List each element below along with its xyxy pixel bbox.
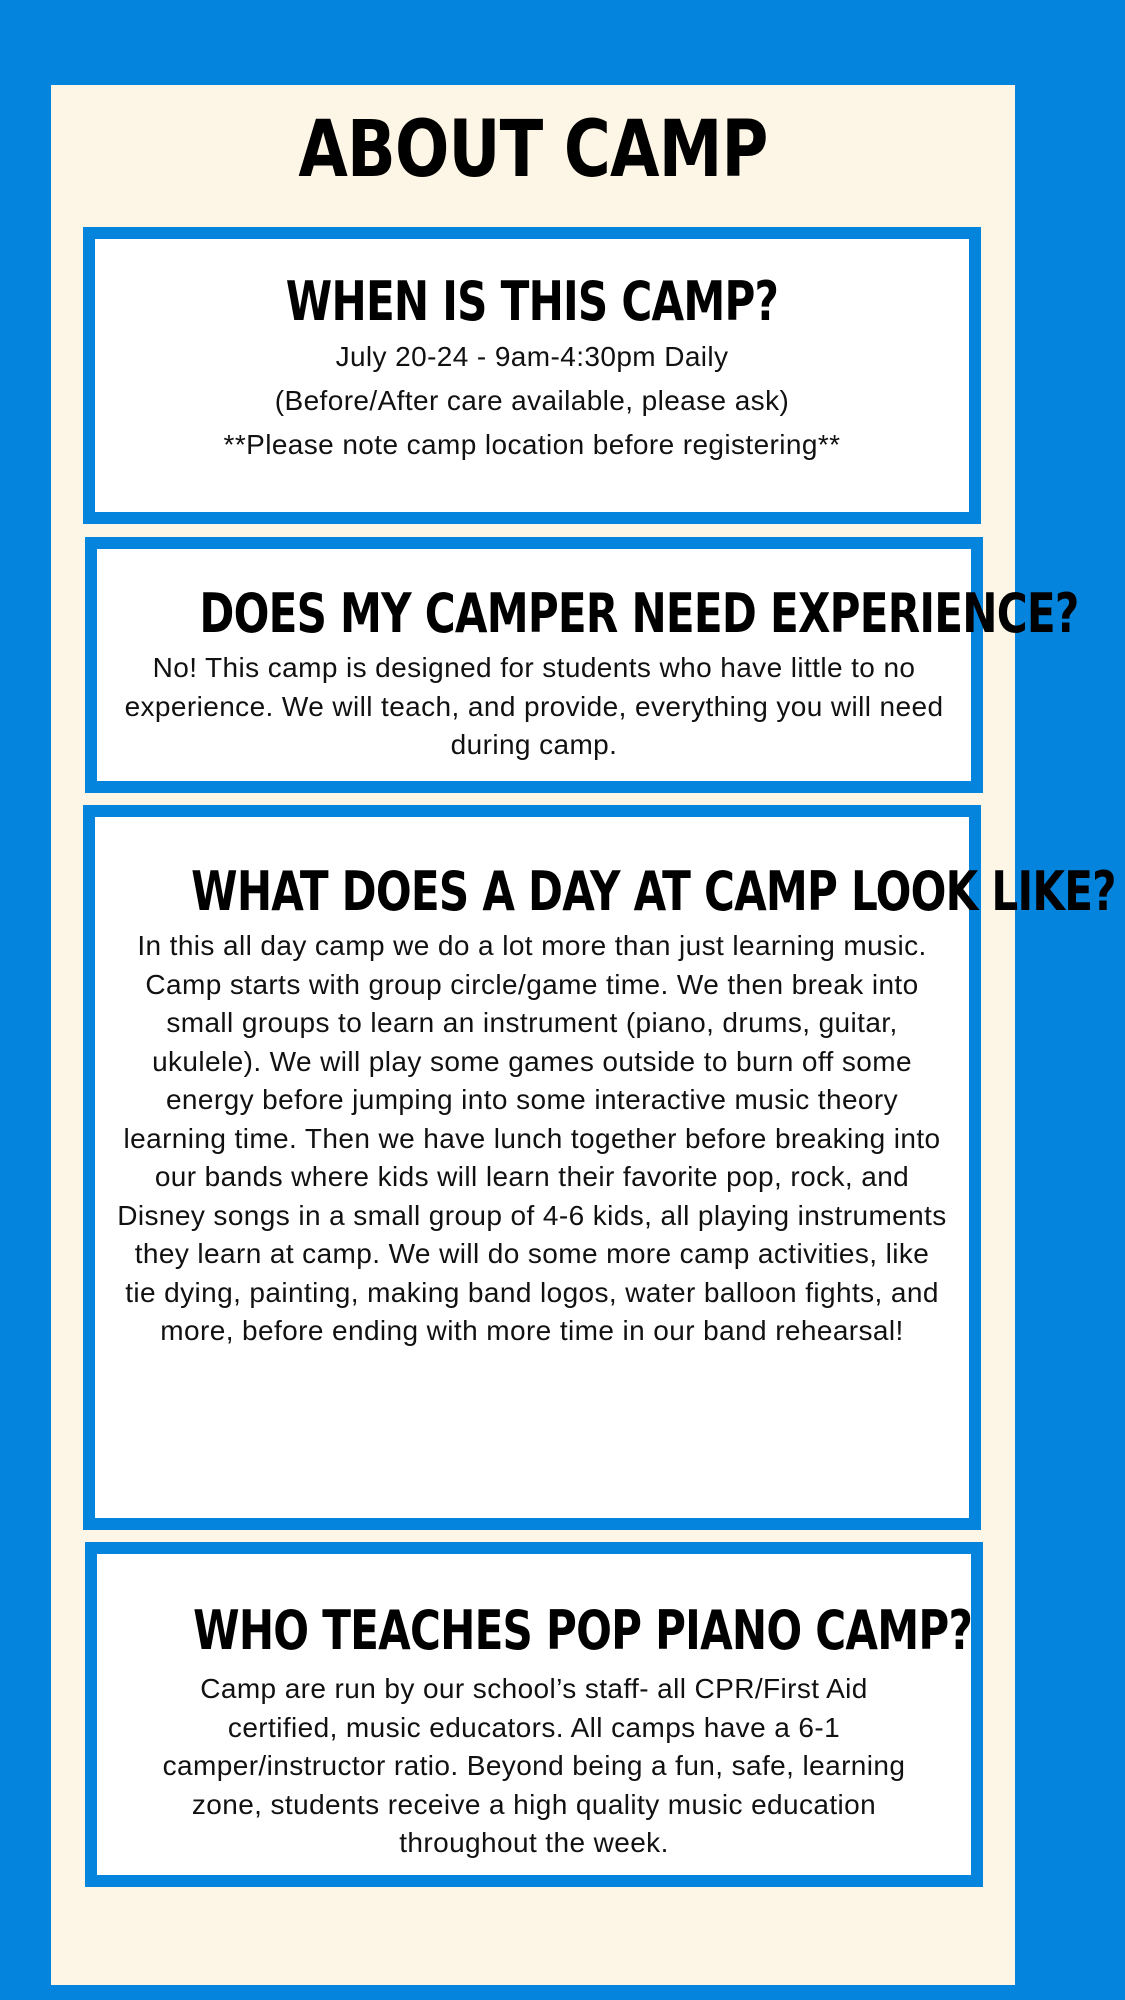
- when-section-card: [83, 227, 981, 524]
- teachers-section-body: Camp are run by our school’s staff- all CPR/First Aid certified, music educators. All camps have a 6-1 camper/instructor ratio. Beyond being a fun, safe, learning zone, students receive a high quality music education throughout the week.: [162, 1673, 906, 1858]
- when-section-dates: July 20-24 - 9am-4:30pm Daily: [335, 341, 729, 372]
- experience-section-body: No! This camp is designed for students who have little to no experience. We will teach, and provide, everything you will need during camp.: [124, 652, 944, 760]
- experience-section-card: [85, 537, 1079, 793]
- when-section-heading: WHEN IS THIS CAMP?: [285, 270, 779, 333]
- day-at-camp-section-heading: WHAT DOES A DAY AT CAMP LOOK LIKE?: [191, 860, 1116, 923]
- day-at-camp-section-card: [83, 805, 1116, 1530]
- teachers-section-card: [85, 1542, 983, 1887]
- day-at-camp-section-body: In this all day camp we do a lot more than just learning music. Camp starts with group circle/game time. We then break into small groups to learn an instrument (piano, drums, guitar, ukulele). We will play some games outside to burn off some energy before jumping into some interactive music theory learning time. Then we have lunch together before breaking into our bands where kids will learn their favorite pop, rock, and Disney songs in a small group of 4-6 kids, all playing instruments they learn at camp. We will do some more camp activities, like tie dying, painting, making band logos, water balloon fights, and more, before ending with more time in our band rehearsal!: [117, 930, 947, 1346]
- experience-section-heading: DOES MY CAMPER NEED EXPERIENCE?: [199, 582, 1079, 645]
- when-section-location-note: **Please note camp location before registering**: [223, 429, 841, 460]
- teachers-section-heading: WHO TEACHES POP PIANO CAMP?: [193, 1599, 973, 1662]
- when-section-care-note: (Before/After care available, please ask): [274, 385, 790, 416]
- page-title: ABOUT CAMP: [298, 105, 768, 195]
